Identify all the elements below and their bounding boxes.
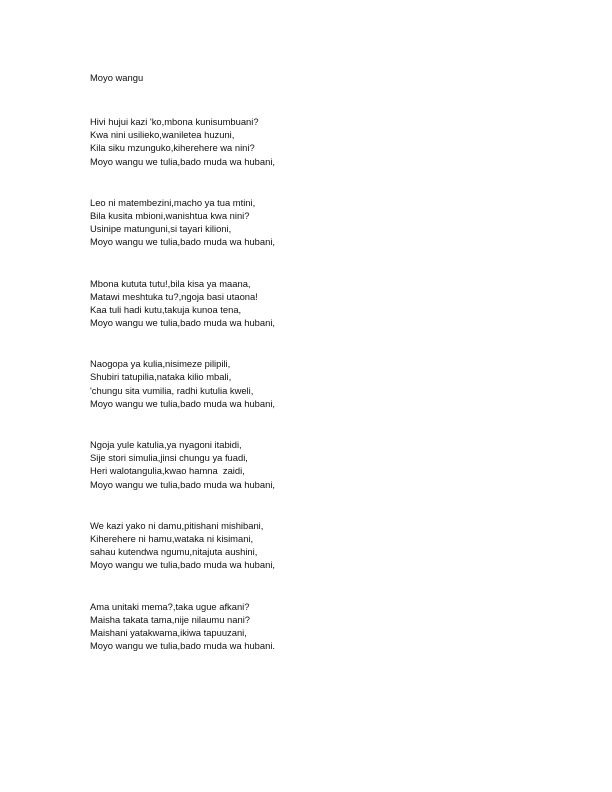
- poem: [90, 71, 570, 680]
- poem-line: Kiherehere ni hamu,wataka ni kisimani,: [90, 532, 254, 544]
- poem-line: Moyo wangu we tulia,bado muda wa hubani.: [90, 640, 276, 652]
- stanza: [90, 196, 570, 249]
- poem-line: Mbona kututa tutu!,bila kisa ya maana,: [90, 277, 251, 289]
- poem-line: Ngoja yule katulia,ya nyagoni itabidi,: [90, 439, 242, 450]
- poem-line: Maisha takata tama,nije nilaumu nani?: [90, 613, 250, 625]
- poem-line: Kila siku mzunguko,kiherehere wa nini?: [90, 142, 255, 154]
- poem-line: Sije stori simulia,jinsi chungu ya fuadi,: [90, 452, 248, 464]
- poem-line: Maishani yatakwama,ikiwa tapuuzani,: [90, 626, 247, 638]
- stanza: [90, 357, 570, 410]
- poem-line: Leo ni matembezini,macho ya tua mtini,: [90, 196, 256, 208]
- poem-line: Moyo wangu we tulia,bado muda wa hubani,: [90, 559, 276, 571]
- stanza: [90, 438, 570, 491]
- poem-line: Moyo wangu we tulia,bado muda wa hubani,: [90, 236, 276, 248]
- poem-line: Hivi hujui kazi 'ko,mbona kunisumbuani?: [90, 116, 259, 127]
- poem-line: Usinipe matunguni,si tayari kilioni,: [90, 223, 232, 235]
- poem-line: Naogopa ya kulia,nisimeze pilipili,: [90, 358, 231, 370]
- poem-line: Moyo wangu we tulia,bado muda wa hubani,: [90, 317, 276, 329]
- poem-line: Moyo wangu we tulia,bado muda wa hubani,: [90, 478, 276, 490]
- stanza: [90, 600, 570, 653]
- stanza: [90, 277, 570, 330]
- poem-line: Shubiri tatupilia,nataka kilio mbali,: [90, 371, 232, 383]
- poem-line: Heri walotangulia,kwao hamna zaidi,: [90, 465, 245, 477]
- poem-line: 'chungu sita vumilia, radhi kutulia kweli,: [90, 384, 254, 396]
- poem-line: Kaa tuli hadi kutu,takuja kunoa tena,: [90, 303, 242, 315]
- poem-line: sahau kutendwa ngumu,nitajuta aushini,: [90, 546, 258, 558]
- poem-line: Moyo wangu we tulia,bado muda wa hubani,: [90, 155, 276, 167]
- poem-line: Moyo wangu we tulia,bado muda wa hubani,: [90, 397, 276, 409]
- stanza: [90, 519, 570, 572]
- poem-line: Ama unitaki mema?,taka ugue afkani?: [90, 600, 250, 612]
- poem-title: Moyo wangu: [90, 72, 144, 83]
- poem-line: We kazi yako ni damu,pitishani mishibani,: [90, 519, 264, 531]
- poem-line: Kwa nini usilieko,waniletea huzuni,: [90, 129, 235, 141]
- poem-line: Matawi meshtuka tu?,ngoja basi utaona!: [90, 290, 258, 302]
- poem-line: Bila kusita mbioni,wanishtua kwa nini?: [90, 209, 250, 221]
- stanza: [90, 115, 570, 168]
